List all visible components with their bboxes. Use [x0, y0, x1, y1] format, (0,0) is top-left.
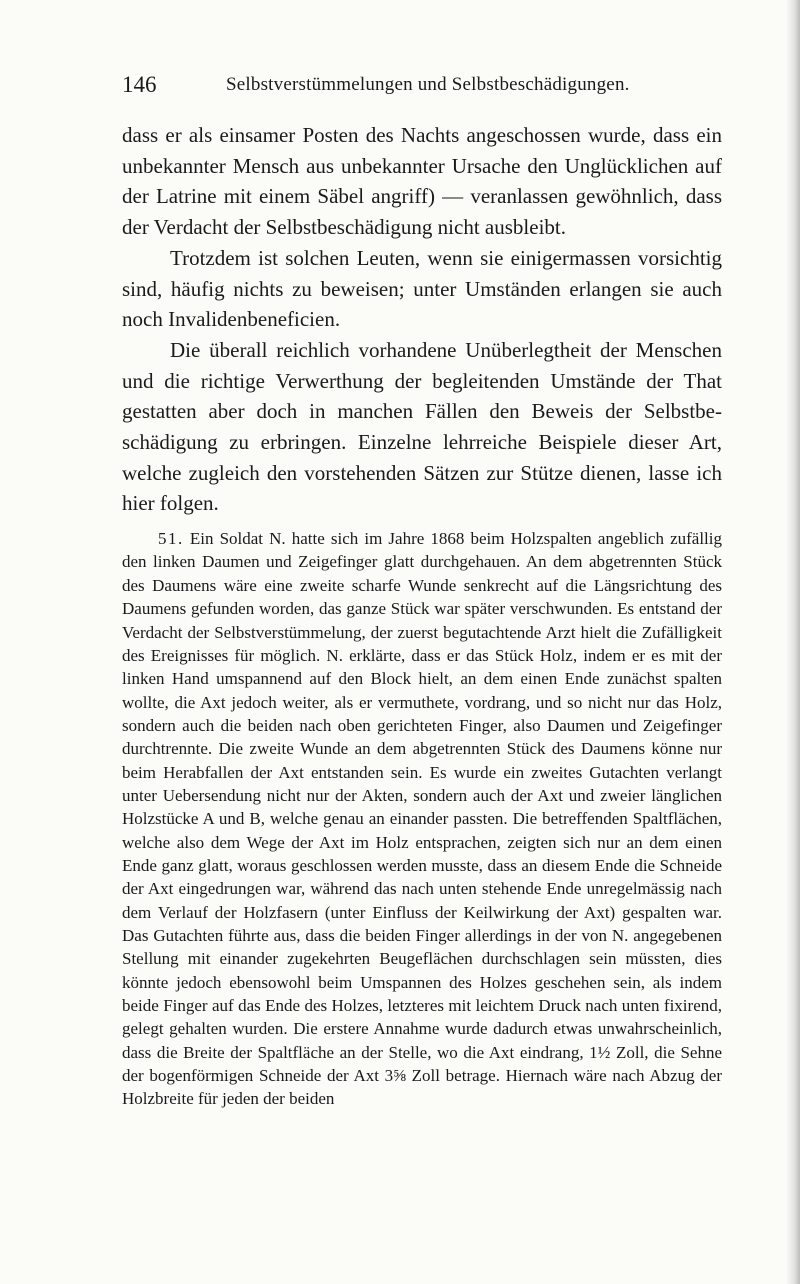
page-header	[122, 72, 722, 102]
running-title: Selbstverstümmelungen und Selbstbeschädigungen.	[226, 74, 630, 95]
paragraph: Trotzdem ist solchen Leuten, wenn sie einigermassen vorsichtig sind, häufig nichts zu beweisen; unter Umständen erlangen sie auch noch Invalidenbeneficien.	[122, 245, 722, 332]
case-text: Ein Soldat N. hatte sich im Jahre 1868 beim Holzspalten angeblich zufällig den linken Daumen und Zeigefinger glatt durchgehauen. An dem abgetrennten Stück des Daumens wäre eine zweite scharfe Wunde senkrecht auf die Längsrichtung des Daumens gefunden worden, das ganze Stück war später verschwunden. Es entstand der Verdacht der Selbstverstümmelung, der zuerst begutachtende Arzt hielt die Zufälligkeit des Ereignisses für möglich. N. erklärte, dass er das Stück Holz, indem er es mit der linken Hand umspannend auf den Block hielt, an dem einen Ende zunächst spalten wollte, die Axt jedoch weiter, als er vermuthete, vordrang, und so nicht nur das Holz, sondern auch die beiden nach oben gerichteten Finger, also Daumen und Zeigefinger durchtrennte. Die zweite Wunde an dem abgetrennten Stück des Daumens könne nur beim Herabfallen der Axt entstanden sein. Es wurde ein zweites Gutachten verlangt unter Uebersendung nicht nur der Akten, sondern auch der Axt und zweier länglichen Holzstücke A und B, welche genau an einander passten. Die betreffenden Spaltflächen, welche also dem Wege der Axt im Holz entsprachen, zeigten sich nur an dem einen Ende ganz glatt, woraus geschlossen werden musste, dass an diesem Ende die Schneide der Axt eingedrungen war, während das nach unten stehende Ende unregelmässig nach dem Verlauf der Holzfasern (unter Einfluss der Keilwirkung der Axt) gespalten war. Das Gutachten führte aus, dass die beiden Finger allerdings in der von N. angegebenen Stellung mit einander zugekehrten Beugeflächen durchschlagen sein müssten, dies könnte jedoch ebensowohl beim Umspannen des Holzes geschehen sein, als indem beide Finger auf das Ende des Holzes, letzteres mit leichtem Druck nach unten fixirend, gelegt gehalten wurden. Die erstere Annahme wurde dadurch etwas unwahrscheinlich, dass die Breite der Spaltfläche an der Stelle, wo die Axt eindrang, 1½ Zoll, die Sehne der bogenförmigen Schneide der Axt 3⅝ Zoll betrage. Hiernach wäre nach Abzug der Holzbreite für jeden der beiden	[122, 529, 723, 1109]
paragraph: Die überall reichlich vorhandene Unüberlegtheit der Menschen und die richtige Verwerthung der begleitenden Umstände der That gestatten aber doch in manchen Fällen den Beweis der Selbstbeschädigung zu erbringen. Einzelne lehrreiche Beispiele dieser Art, welche zugleich den vorstehenden Sätzen zur Stütze dienen, lasse ich hier folgen.	[122, 337, 722, 516]
case-paragraph	[122, 527, 722, 1111]
case-number: 51.	[158, 529, 184, 549]
body-text	[122, 120, 722, 1111]
page-number: 146	[122, 72, 157, 97]
page-edge-shadow	[786, 0, 800, 1284]
paragraph-continuation: dass er als einsamer Posten des Nachts angeschossen wurde, dass ein unbekannter Mensch aus unbekannter Ursache den Unglücklichen auf der Latrine mit einem Säbel angriff) — veranlassen gewöhnlich, dass der Verdacht der Selbstbeschädigung nicht ausbleibt.	[122, 123, 722, 240]
